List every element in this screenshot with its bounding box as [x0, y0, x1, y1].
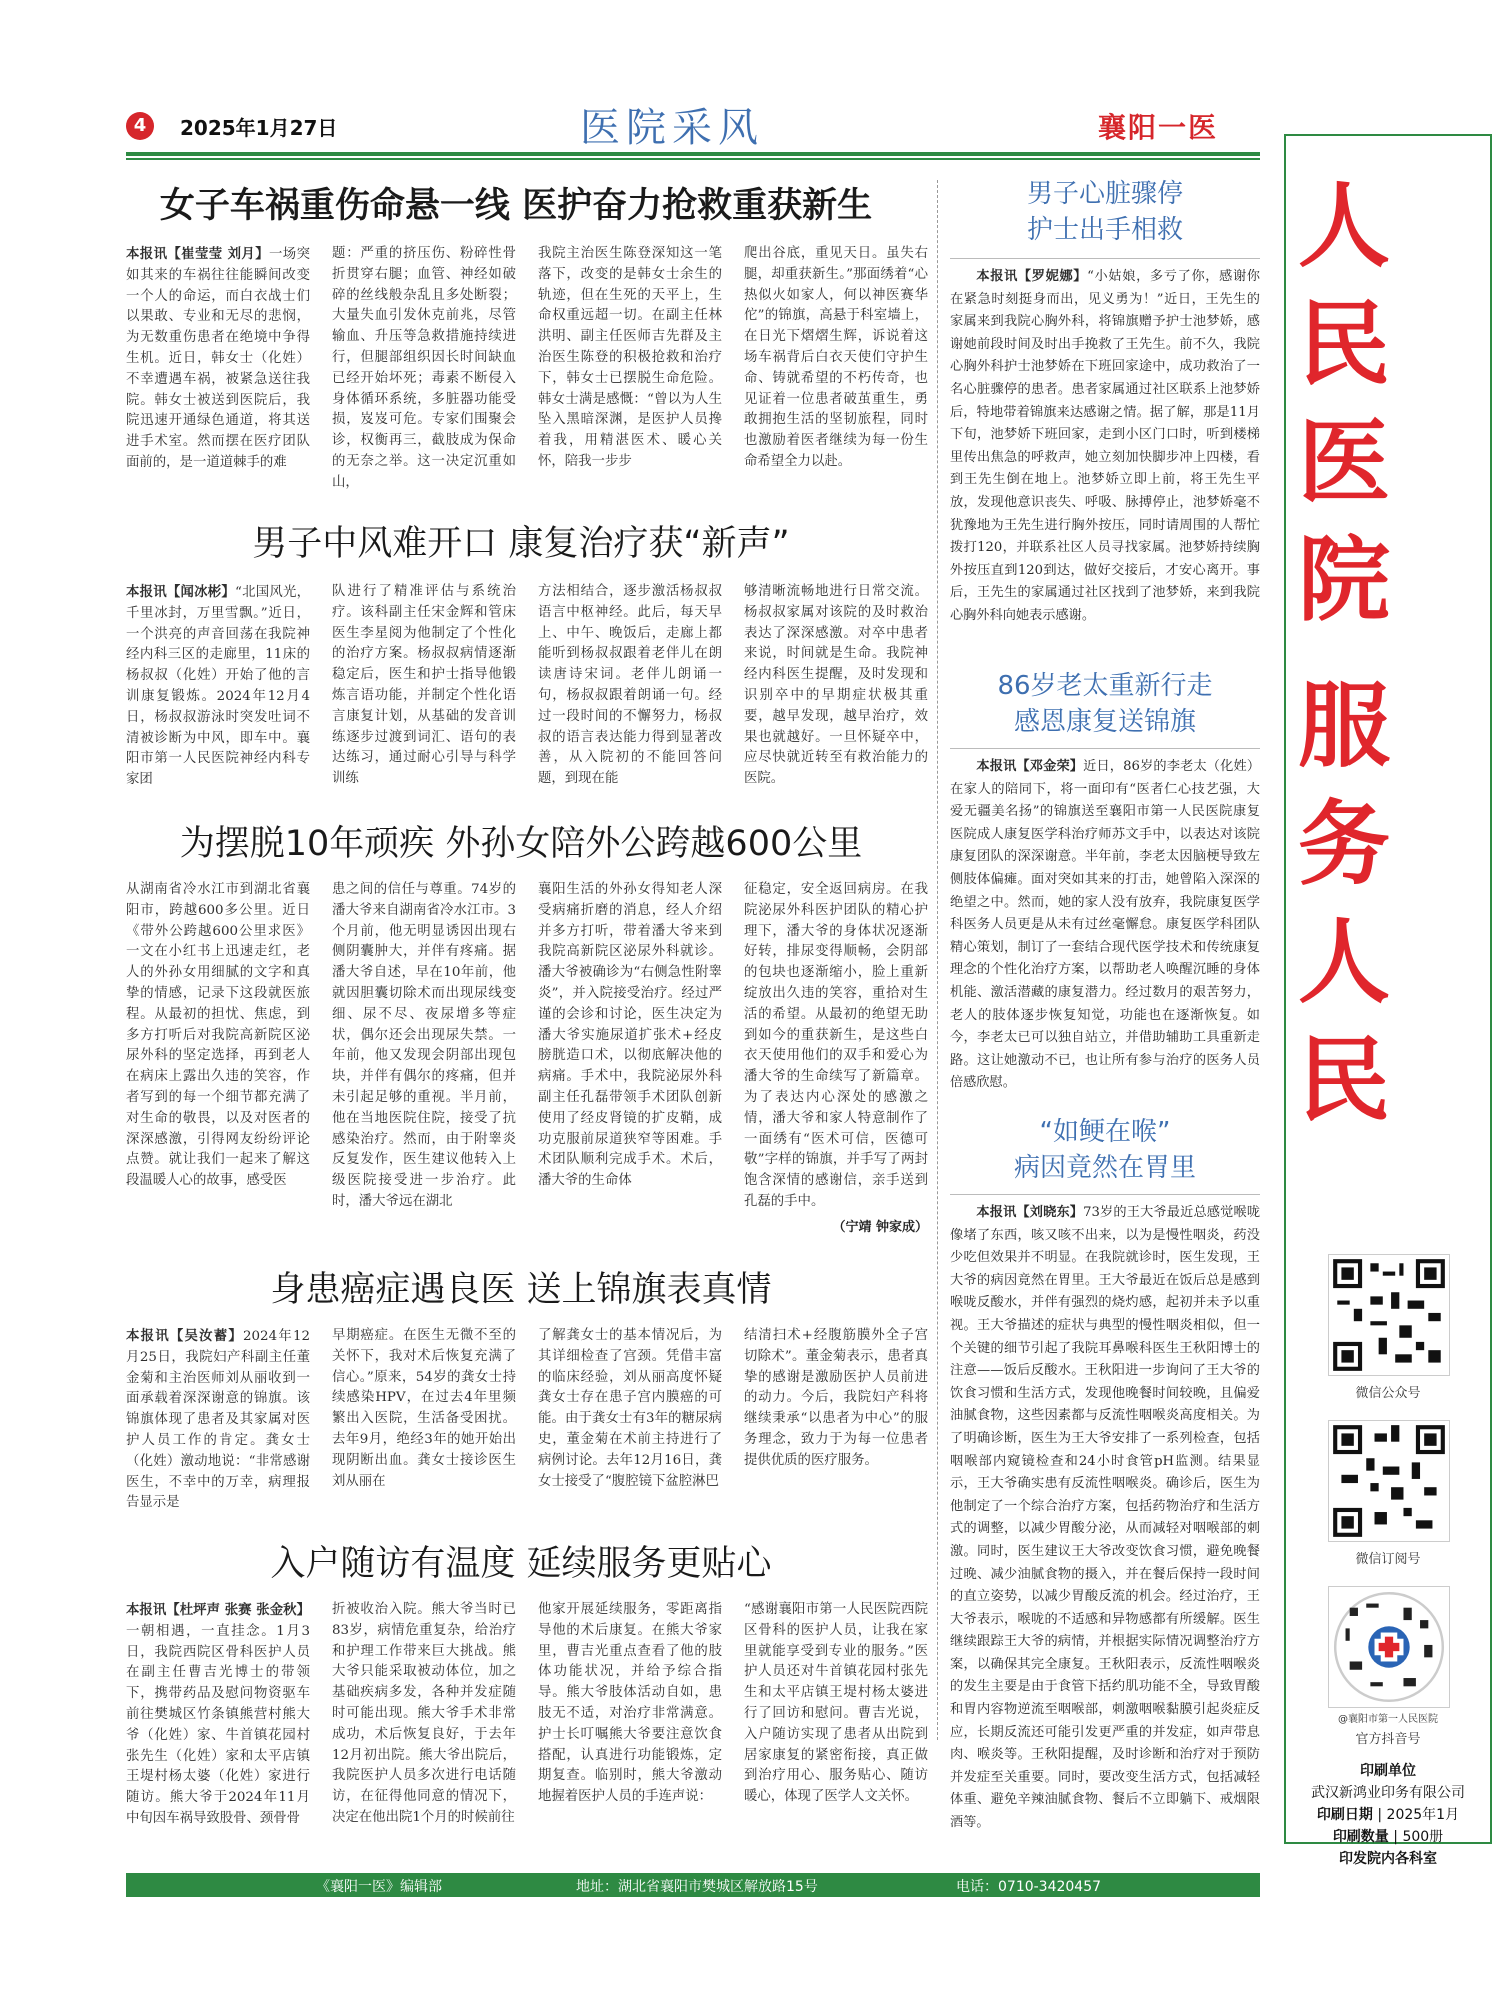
sidebar-3-body	[950, 1202, 1260, 1858]
article-1-headline: 女子车祸重伤命悬一线 医护奋力抢救重获新生	[159, 186, 873, 226]
sidebar-1-headline-line-1: 男子心脏骤停	[1026, 179, 1183, 209]
print-date-label: 印刷日期	[1316, 1807, 1373, 1823]
douyin-account-label: @襄阳市第一人民医院	[1338, 1714, 1438, 1725]
article-1-col-4: 爬出谷底，重见天日。虽失右腿，却重获新生。”那面绣着“心热似火如家人，何以神医赛华佗”的锦旗，高悬于科室墙上，在日光下熠熠生辉，诉说着这场车祸背后白衣天使们守护生命、铸就希望的不朽传奇，也见证着一位患者破茧重生，勇敢拥抱生活的坚韧旅程，同时也激励着医者继续为每一份生命希望全力以赴。	[744, 246, 928, 469]
sidebar-2-body	[950, 756, 1260, 1092]
sidebar-3-text: 73岁的王大爷最近总感觉喉咙像堵了东西，咳又咳不出来，以为是慢性咽炎，药没少吃但效果并不明显。在我院就诊时，医生发现，王大爷的病因竟然在胃里。王大爷最近在饭后总是感到喉咙反酸水，并伴有强烈的烧灼感，起初并未予以重视。王大爷描述的症状与典型的慢性咽炎相似，但一个关键的细节引起了我院耳鼻喉科医生王秋阳博士的注意——饭后反酸水。王秋阳进一步询问了王大爷的饮食习惯和生活方式，发现他晚餐时间较晚，且偏爱油腻食物，这些因素都与反流性咽喉炎高度相关。为了明确诊断，医生为王大爷安排了一系列检查，包括咽喉部内窥镜检查和24小时食管pH监测。结果显示，王大爷确实患有反流性咽喉炎。确诊后，医生为他制定了一个综合治疗方案，包括药物治疗和生活方式的调整，以减少胃酸分泌，从而减轻对咽喉部的刺激。同时，医生建议王大爷改变饮食习惯，避免晚餐过晚、减少油腻食物的摄入，并在餐后保持一段时间的直立姿势，以减少胃酸反流的机会。经过治疗，王大爷表示，喉咙的不适感和异物感都有所缓解。医生继续跟踪王大爷的病情，并根据实际情况调整治疗方案，以确保其完全康复。王秋阳表示，反流性咽喉炎的发生主要是由于食管下括约肌功能不全，导致胃酸和胃内容物逆流至咽喉部，刺激咽喉黏膜引起炎症反应，长期反流还可能引发更严重的并发症，如声带息肉、喉炎等。王秋阳提醒，及时诊断和治疗对于预防并发症至关重要。同时，要改变生活方式，包括减轻体重、避免辛辣油腻食物、餐后不立即躺下、戒烟限酒等。	[950, 1205, 1260, 1831]
article-5-col-3: 他家开展延续服务，零距离指导他的术后康复。在熊大爷家里，曹吉光重点查看了他的肢体功能状况，并给予综合指导。熊大爷肢体活动自如，患肢无不适，对治疗非常满意。护士长叮嘱熊大爷要注意饮食搭配，认真进行功能锻炼，定期复查。临别时，熊大爷激动地握着医护人员的手连声说：	[538, 1602, 722, 1805]
sidebar-2-headline-line-2: 感恩康复送锦旗	[1013, 707, 1196, 737]
article-1-text-1: 一场突如其来的车祸往往能瞬间改变一个人的命运，而白衣战士们以果敢、专业和无尽的悲悯，为无数重伤患者在绝境中争得生机。近日，韩女士（化姓）不幸遭遇车祸，被紧急送往我院。韩女士被送到医院后，我院迅速开通绿色通道，将其送进手术室。然而摆在医疗团队面前的，是一道道棘手的难	[126, 247, 310, 470]
footer-bar	[126, 1873, 1260, 1897]
article-2-col-4: 够清晰流畅地进行日常交流。杨叔叔家属对该院的及时救治表达了深深感激。对卒中患者来说，时间就是生命。我院神经内科医生提醒，及时发现和识别卒中的早期症状极其重要，越早发现，越早治疗，效果也就越好。一旦怀疑卒中，应尽快就近转至有救治能力的医院。	[744, 584, 928, 787]
article-4-headline: 身患癌症遇良医 送上锦旗表真情	[270, 1270, 772, 1310]
article-2-col-3: 方法相结合，逐步激活杨叔叔语言中枢神经。此后，每天早上、中午、晚饭后，走廊上都能听到杨叔叔跟着老伴儿在朗读唐诗宋词。老伴儿朗诵一句，杨叔叔跟着朗诵一句。经过一段时间的不懈努力，杨叔叔的语言表达能力得到显著改善，从入院初的不能回答问题，到现在能	[538, 584, 722, 787]
article-3-headline: 为摆脱10年顽疾 外孙女陪外公跨越600公里	[179, 824, 863, 864]
sidebar-3-headline-line-2: 病因竟然在胃里	[1013, 1153, 1196, 1183]
slogan-char: 务	[1297, 791, 1390, 898]
slogan-right-col	[1294, 668, 1394, 1140]
article-5-byline: 本报讯【杜坪声 张赛 张金秋】	[126, 1602, 310, 1618]
print-qty-label: 印刷数量	[1332, 1829, 1389, 1845]
slogan-char: 人	[1297, 909, 1390, 1016]
header-rule	[126, 152, 1260, 156]
sidebar-3-headline-line-1: “如鲠在喉”	[1039, 1117, 1171, 1147]
sidebar-2-headline	[950, 668, 1260, 740]
sidebar-3-rule	[950, 1194, 1260, 1195]
article-3-col-4: 征稳定，安全返回病房。在我院泌尿外科医护团队的精心护理下，潘大爷的身体状况逐渐好转，排尿变得顺畅，会阴部的包块也逐渐缩小，脸上重新绽放出久违的笑容，重拾对生活的希望。从最初的绝望无助到如今的重获新生，是这些白衣天使用他们的双手和爱心为潘大爷的生命续写了新篇章。为了表达内心深处的感激之情，潘大爷和家人特意制作了一面绣有“医术可信，医德可敬”字样的锦旗，并手写了两封饱含深情的感谢信，亲手送到孔磊的手中。	[744, 882, 928, 1209]
article-1-col-2: 题：严重的挤压伤、粉碎性骨折贯穿右腿；血管、神经如破碎的丝线般杂乱且多处断裂；大量失血引发休克前兆，尽管输血、升压等急救措施持续进行，但腿部组织因长时间缺血已经开始坏死；毒素不断侵入身体循环系统，多脏器功能受损，岌岌可危。专家们围聚会诊，权衡再三，截肢成为保命的无奈之举。这一决定沉重如山，	[332, 246, 516, 490]
article-4-col-4: 结清扫术+经腹筋膜外全子宫切除术”。董金菊表示，患者真挚的感谢是激励医护人员前进的动力。今后，我院妇产科将继续秉承“以患者为中心”的服务理念，致力于为每一位患者提供优质的医疗服务。	[744, 1328, 928, 1468]
sidebar-1-rule	[950, 258, 1260, 259]
sidebar-3-byline: 本报讯【刘晓东】	[976, 1205, 1084, 1220]
wechat-official-caption: 微信公众号	[1355, 1386, 1421, 1401]
sidebar-3-headline	[950, 1114, 1260, 1186]
print-unit-label: 印刷单位	[1360, 1763, 1416, 1779]
wechat-subscription-qr-icon[interactable]	[1328, 1420, 1450, 1542]
header-rule-thin	[126, 158, 1260, 160]
sidebar-1-body	[950, 266, 1260, 646]
article-3-col-2: 患之间的信任与尊重。74岁的潘大爷来自湖南省冷水江市。3个月前，他无明显诱因出现右侧阴囊肿大，并伴有疼痛。据潘大爷自述，早在10年前，他就因胆囊切除术而出现尿线变细、尿不尽、夜尿增多等症状，偶尔还会出现尿失禁。一年前，他又发现会阴部出现包块，并伴有偶尔的疼痛，但并未引起足够的重视。半月前，他在当地医院住院，接受了抗感染治疗。然而，由于附睾炎反复发作，医生建议他转入上级医院接受进一步治疗。此时，潘大爷远在湖北	[332, 882, 516, 1209]
slogan-char: 医	[1297, 409, 1390, 516]
section-title: 医院采风	[580, 105, 764, 151]
print-qty: 500册	[1402, 1829, 1444, 1845]
article-1-col-1	[126, 244, 310, 494]
sidebar-2-byline: 本报讯【邓金荣】	[976, 759, 1084, 774]
sidebar-2-rule	[950, 748, 1260, 749]
print-distribution: 印发院内各科室	[1339, 1851, 1437, 1867]
sidebar-1-byline: 本报讯【罗妮娜】	[976, 269, 1088, 284]
article-2-col-1	[126, 582, 310, 792]
article-5-col-4: “感谢襄阳市第一人民医院西院区骨科的医护人员，让我在家里就能享受到专业的服务。”医护人员还对牛首镇花园村张先生和太平店镇王堤村杨太婆进行了回访和慰问。曹吉光说，入户随访实现了患者从出院到居家康复的紧密衔接，真正做到治疗用心、服务贴心、随访暖心，体现了医学人文关怀。	[744, 1602, 928, 1805]
article-4-byline: 本报讯【吴汝蓄】	[126, 1328, 244, 1344]
sidebar-1-text: “小姑娘，多亏了你，感谢你在紧急时刻挺身而出，见义勇为！”近日，王先生的家属来到我院心胸外科，将锦旗赠予护士池梦娇，感谢她前段时间及时出手挽救了王先生。前不久，我院心胸外科护士池梦娇在下班回家途中，成功救治了一名心脏骤停的患者。患者家属通过社区联系上池梦娇后，特地带着锦旗来达感谢之情。据了解，那是11月下旬，池梦娇下班回家，走到小区门口时，听到楼梯里传出焦急的呼救声，她立刻加快脚步冲上四楼，看到王先生倒在地上。池梦娇立即上前，将王先生平放，发现他意识丧失、呼吸、脉搏停止，池梦娇毫不犹豫地为王先生进行胸外按压，同时请周围的人帮忙拨打120，并联系社区人员寻找家属。池梦娇持续胸外按压直到120到达，做好交接后，才安心离开。事后，王先生的家属通过社区找到了池梦娇，来到我院心胸外科向她表示感谢。	[950, 269, 1260, 623]
article-3-col-3: 襄阳生活的外孙女得知老人深受病痛折磨的消息，经人介绍并多方打听，带着潘大爷来到我院高新院区泌尿外科就诊。潘大爷被确诊为“右侧急性附睾炎”，并入院接受治疗。经过严谨的会诊和讨论，医生决定为潘大爷实施尿道扩张术+经皮膀胱造口术，以彻底解决他的病痛。手术中，我院泌尿外科副主任孔磊带领手术团队创新使用了经皮肾镜的扩皮鞘，成功克服前尿道狭窄等困难。手术团队顺利完成手术。术后，潘大爷的生命体	[538, 882, 722, 1189]
sidebar-1-headline	[950, 176, 1260, 248]
article-1-col-3: 我院主治医生陈登深知这一笔落下，改变的是韩女士余生的轨迹，但在生死的天平上，生命权重远超一切。在副主任林洪明、副主任医师吉先群及主治医生陈登的积极抢救和治疗下，韩女士已摆脱生命危险。韩女士满是感慨：“曾以为人生坠入黑暗深渊，是医护人员搀着我，用精湛医术、暖心关怀，陪我一步步	[538, 246, 722, 469]
wechat-official-qr-icon[interactable]	[1328, 1254, 1450, 1376]
slogan-char: 民	[1297, 291, 1390, 398]
print-info: 印刷单位 武汉新鸿业印务有限公司 印刷日期 | 2025年1月 印刷数量 | 500册 印发院内各科室	[1288, 1760, 1488, 1870]
print-date: 2025年1月	[1386, 1807, 1460, 1823]
sidebar-2-text: 近日，86岁的李老太（化姓）在家人的陪同下，将一面印有“医者仁心技艺强，大爱无疆美名扬”的锦旗送至襄阳市第一人民医院康复医院成人康复医学科治疗师苏文手中，以表达对该院康复团队的深深谢意。半年前，李老太因脑梗导致左侧肢体偏瘫。面对突如其来的打击，她曾陷入深深的绝望之中。然而，她的家人没有放弃，我院康复医学科医务人员更是从未有过丝毫懈怠。康复医学科团队精心策划，制订了一套结合现代医学技术和传统康复理念的个性化治疗方案，以帮助老人唤醒沉睡的身体机能、激活潜藏的康复潜力。经过数月的艰苦努力，老人的肢体逐步恢复知觉，功能也在逐渐恢复。如今，李老太已可以独自站立，并借助辅助工具重新走路。这让她激动不已，也让所有参与治疗的医务人员倍感欣慰。	[950, 759, 1260, 1091]
sidebar-1-headline-line-2: 护士出手相救	[1026, 215, 1183, 245]
article-4-text-1: 2024年12月25日，我院妇产科副主任董金菊和主治医师刘从丽收到一面承载着深深谢意的锦旗。该锦旗体现了患者及其家属对医护人员工作的肯定。龚女士（化姓）激动地说：“非常感谢医生，不幸中的万幸，病理报告显示是	[126, 1329, 310, 1511]
article-4-col-3: 了解龚女士的基本情况后，为其详细检查了宫颈。凭借丰富的临床经验，刘从丽高度怀疑龚女士存在患子宫内膜癌的可能。由于龚女士有3年的糖尿病史，董金菊在术前主持进行了病例讨论。去年12月16日，龚女士接受了“腹腔镜下盆腔淋巴	[538, 1328, 722, 1489]
masthead-logo: 襄阳一医	[1098, 111, 1219, 144]
douyin-qr-icon[interactable]	[1328, 1586, 1450, 1708]
slogan-left-col	[1294, 168, 1394, 640]
sidebar-2-headline-line-1: 86岁老太重新行走	[997, 671, 1213, 701]
article-2-col-2: 队进行了精准评估与系统治疗。该科副主任宋金辉和管床医生李星阅为他制定了个性化的治疗方案。杨叔叔病情逐渐稳定后，医生和护士指导他锻炼言语功能，并制定个性化语言康复计划，从基础的发音训练逐步过渡到词汇、语句的表达练习，通过耐心引导与科学训练	[332, 584, 516, 787]
article-2-text-1: “北国风光，千里冰封，万里雪飘。”近日，一个洪亮的声音回荡在我院神经内科三区的走廊里，11床的杨叔叔（化姓）开始了他的言训康复锻炼。2024年12月4日，杨叔叔游泳时突发吐词不清被诊断为中风，即车中。襄阳市第一人民医院神经内科专家团	[126, 585, 310, 788]
slogan-char: 院	[1297, 527, 1390, 634]
article-2-byline: 本报讯【闻冰彬】	[126, 584, 236, 600]
article-4-col-1	[126, 1326, 310, 1516]
article-4-col-2: 早期癌症。在医生无微不至的关怀下，我对术后恢复充满了信心。”原来，54岁的龚女士持续感染HPV，在过去4年里频繁出入医院，生活备受困扰。去年9月，绝经3年的她开始出现阴断出血。龚女士接诊医生刘从丽在	[332, 1328, 516, 1489]
article-5-col-1	[126, 1600, 310, 1860]
slogan-char: 人	[1297, 173, 1390, 280]
article-5-col-2: 折被收治入院。熊大爷当时已83岁，病情危重复杂，给治疗和护理工作带来巨大挑战。熊大爷只能采取被动体位，加之基础疾病多发，各种并发症随时可能出现。熊大爷手术非常成功，术后恢复良好，于去年12月初出院。熊大爷出院后，我院医护人员多次进行电话随访，在征得他同意的情况下，决定在他出院1个月的时候前往	[332, 1602, 516, 1825]
article-5-headline: 入户随访有温度 延续服务更贴心	[270, 1544, 772, 1584]
article-1-byline: 本报讯【崔莹莹 刘月】	[126, 246, 270, 262]
issue-date: 2025年1月27日	[180, 116, 338, 140]
slogan-char: 民	[1297, 1027, 1390, 1134]
article-3-col-1: 从湖南省冷水江市到湖北省襄阳市，跨越600多公里。近日《带外公跨越600公里求医》一文在小红书上迅速走红，老人的外孙女用细腻的文字和真挚的情感，记录下这段就医旅程。从最初的担忧、焦虑，到多方打听后对我院高新院区泌尿外科的坚定选择，再到老人在病床上露出久违的笑容，作者写到的每一个细节都充满了对生命的敬畏，以及对医者的深深感激，引得网友纷纷评论点赞。就让我们一起来了解这段温暖人心的故事，感受医	[126, 882, 310, 1189]
wechat-subscription-caption: 微信订阅号	[1355, 1552, 1421, 1567]
douyin-caption: 官方抖音号	[1355, 1732, 1421, 1747]
footer-phone: 电话：0710-3420457	[956, 1879, 1102, 1895]
article-3-credit: （宁靖 钟家成）	[832, 1220, 928, 1235]
print-unit: 武汉新鸿业印务有限公司	[1311, 1785, 1465, 1801]
slogan-char: 服	[1297, 673, 1390, 780]
page-number: 4	[126, 112, 154, 140]
article-2-headline: 男子中风难开口 康复治疗获“新声”	[252, 524, 790, 564]
footer-address: 地址：湖北省襄阳市樊城区解放路15号	[576, 1879, 818, 1895]
column-divider	[937, 180, 938, 1740]
footer-editor: 《襄阳一医》编辑部	[316, 1879, 442, 1895]
article-5-text-1: 一朝相遇，一直挂念。1月3日，我院西院区骨科医护人员在副主任曹吉光博士的带领下，携带药品及慰问物资驱车前往樊城区竹条镇熊营村熊大爷（化姓）家、牛首镇花园村张先生（化姓）家和太平店镇王堤村杨太婆（化姓）家进行随访。熊大爷于2024年11月中旬因车祸导致股骨、颈骨骨	[126, 1623, 310, 1826]
